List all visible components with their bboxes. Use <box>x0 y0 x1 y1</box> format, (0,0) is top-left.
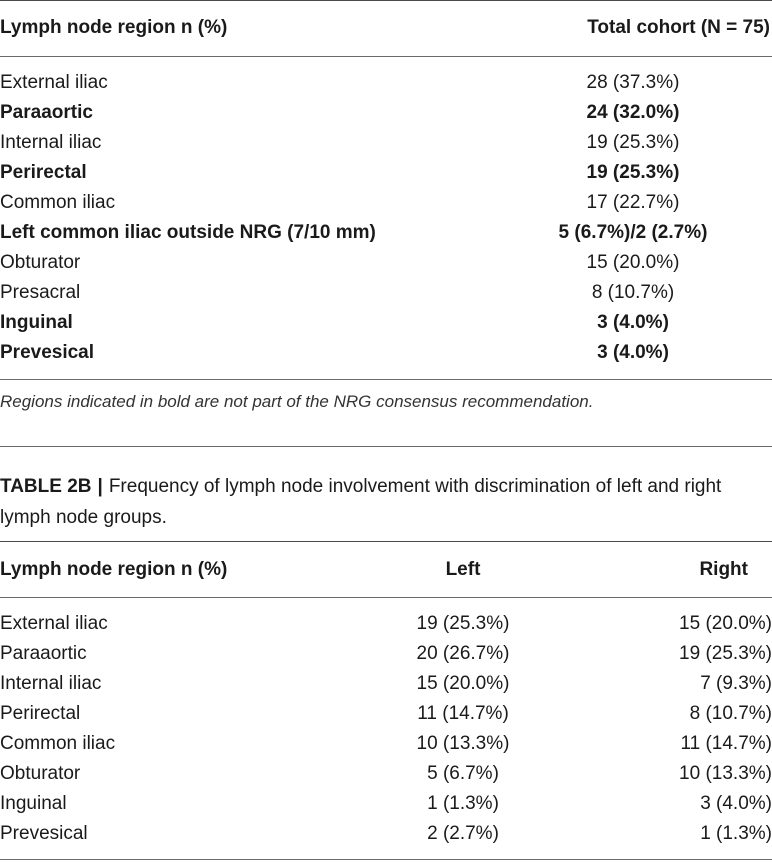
table1-row <box>0 248 772 278</box>
table2b-cell-region: Common iliac <box>0 733 116 754</box>
table1-header-region: Lymph node region n (%) <box>0 17 228 38</box>
table1-cell-region: Perirectal <box>0 162 87 183</box>
table1-row <box>0 308 772 338</box>
table1-row <box>0 338 772 368</box>
table2b-bottom-rule <box>0 859 772 860</box>
table2b-caption-text: Frequency of lymph node involvement with discrimination of left and right lymph node groups. <box>0 476 722 528</box>
table1-row <box>0 158 772 188</box>
table1-cell-total: 3 (4.0%) <box>597 312 669 333</box>
table1-cell-region: Internal iliac <box>0 132 102 153</box>
table2b-cell-right: 3 (4.0%) <box>700 793 772 814</box>
table1-header-rule <box>0 56 772 57</box>
table2b-cell-right: 8 (10.7%) <box>689 703 772 724</box>
table2b-cell-right: 7 (9.3%) <box>700 673 772 694</box>
table1-top-rule <box>0 0 772 1</box>
table1-cell-total: 15 (20.0%) <box>586 252 680 273</box>
table1-cell-total: 3 (4.0%) <box>597 342 669 363</box>
table1-row <box>0 188 772 218</box>
table1-cell-total: 17 (22.7%) <box>586 192 680 213</box>
table2b-caption <box>0 471 772 533</box>
table2b-cell-region: Inguinal <box>0 793 67 814</box>
table2b-cell-region: Obturator <box>0 763 81 784</box>
table2b-header-left: Left <box>445 559 481 580</box>
table2b-cell-region: Perirectal <box>0 703 81 724</box>
table1-row <box>0 68 772 98</box>
table1-cell-region: Inguinal <box>0 312 73 333</box>
table1-cell-region: Paraaortic <box>0 102 93 123</box>
table1-header-row <box>0 13 772 43</box>
table1-cell-region: Common iliac <box>0 192 116 213</box>
table2b-header-row <box>0 555 772 585</box>
table2b-cell-left: 2 (2.7%) <box>427 823 499 844</box>
table2b-row <box>0 729 772 759</box>
table1-cell-region: External iliac <box>0 72 108 93</box>
table2b-header-rule <box>0 597 772 598</box>
table2b-cell-left: 19 (25.3%) <box>416 613 510 634</box>
table2b-header-right: Right <box>699 559 748 580</box>
table2b-header-region: Lymph node region n (%) <box>0 559 228 580</box>
table1-row <box>0 278 772 308</box>
table2b-cell-right: 15 (20.0%) <box>679 613 772 634</box>
table1-cell-total: 19 (25.3%) <box>586 132 680 153</box>
table2b-cell-left: 5 (6.7%) <box>427 763 499 784</box>
table2b-cell-right: 10 (13.3%) <box>679 763 772 784</box>
table2b-row <box>0 759 772 789</box>
caption-separator: | <box>97 476 103 497</box>
table2b-row <box>0 699 772 729</box>
table1-row <box>0 218 772 248</box>
table2b-cell-left: 20 (26.7%) <box>416 643 510 664</box>
table2b-cell-right: 19 (25.3%) <box>679 643 772 664</box>
table2b-cell-region: Internal iliac <box>0 673 102 694</box>
table1-cell-region: Left common iliac outside NRG (7/10 mm) <box>0 222 376 243</box>
table2b-cell-left: 15 (20.0%) <box>416 673 510 694</box>
table2b-label: TABLE 2B <box>0 476 92 497</box>
table1-cell-region: Presacral <box>0 282 81 303</box>
table2b-row <box>0 819 772 849</box>
table2b-top-rule <box>0 541 772 542</box>
table1-header-total: Total cohort (N = 75) <box>587 17 770 38</box>
table1-cell-total: 28 (37.3%) <box>586 72 680 93</box>
table1-row <box>0 128 772 158</box>
table1-bottom-rule <box>0 379 772 380</box>
table1-cell-region: Prevesical <box>0 342 95 363</box>
table1-row <box>0 98 772 128</box>
table2b-cell-region: Prevesical <box>0 823 88 844</box>
table2b-row <box>0 609 772 639</box>
table1-footnote: Regions indicated in bold are not part of the NRG consensus recommendation. <box>0 392 594 411</box>
table2b-cell-left: 1 (1.3%) <box>427 793 499 814</box>
section-divider-rule <box>0 446 772 447</box>
table2b-row <box>0 639 772 669</box>
table2b-cell-left: 11 (14.7%) <box>417 703 509 724</box>
table2b-row <box>0 669 772 699</box>
table2b-cell-region: External iliac <box>0 613 108 634</box>
table2b-row <box>0 789 772 819</box>
table1-cell-total: 24 (32.0%) <box>586 102 680 123</box>
table2b-cell-right: 11 (14.7%) <box>680 733 772 754</box>
table1-cell-total: 8 (10.7%) <box>591 282 675 303</box>
table2b-cell-right: 1 (1.3%) <box>700 823 772 844</box>
table2b-cell-region: Paraaortic <box>0 643 87 664</box>
table2b-cell-left: 10 (13.3%) <box>416 733 510 754</box>
table1-cell-total: 5 (6.7%)/2 (2.7%) <box>558 222 708 243</box>
table1-cell-total: 19 (25.3%) <box>586 162 680 183</box>
table1-cell-region: Obturator <box>0 252 81 273</box>
